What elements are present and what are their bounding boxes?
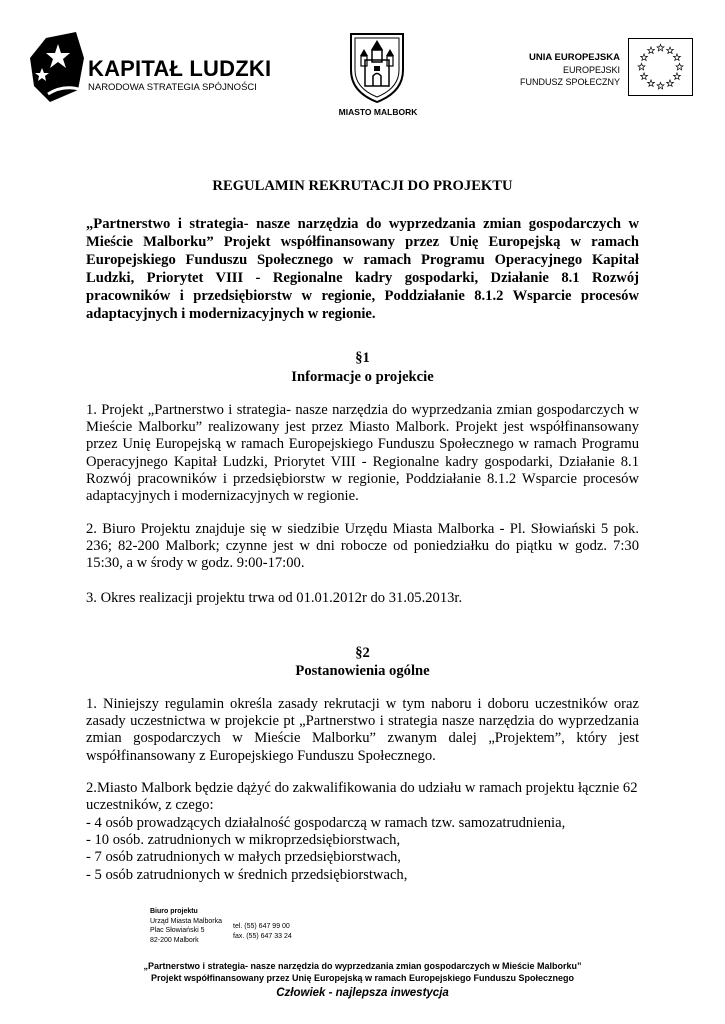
kapital-ludzki-subtitle: NARODOWA STRATEGIA SPÓJNOŚCI: [88, 82, 257, 93]
footer-office-address: [150, 907, 222, 945]
eu-line3: FUNDUSZ SPOŁECZNY: [519, 77, 620, 87]
list-item: - 10 osób. zatrudnionych w mikroprzedsiębiorstwach,: [86, 832, 401, 849]
participants-list: [86, 815, 639, 884]
office-line: Plac Słowiański 5: [150, 927, 205, 934]
list-item: - 7 osób zatrudnionych w małych przedsiębiorstwach,: [86, 849, 401, 866]
section-2-paragraph-1: 1. Niniejszy regulamin określa zasady rekrutacji w tym naboru i doboru uczestników oraz zasady uczestnictwa w projekcie pt „Partnerstwo i strategia nasze narzędzia do wyprzedzania zmian gospodarczych w Mieście Malborku” zwanym dalej „Projektem”, który jest współfinansowany z Europejskiego Funduszu Społecznego.: [86, 696, 639, 764]
city-label: MIASTO MALBORK: [338, 107, 418, 117]
kapital-ludzki-title: KAPITAŁ LUDZKI: [88, 56, 272, 81]
eu-line2: EUROPEJSKI: [562, 65, 620, 75]
section-1-heading: Informacje o projekcie: [291, 369, 434, 385]
section-1-paragraph-2: 2. Biuro Projektu znajduje się w siedzibie Urzędu Miasta Malborka - Pl. Słowiański 5 pok. 236; 82-200 Malbork; czynne jest w dni robocze od poniedziałku do piątku w godz. 7:30 15:30, a w środy w godz. 9:00-17:00.: [86, 521, 639, 572]
eu-flag-icon: [628, 38, 693, 96]
section-2-heading: Postanowienia ogólne: [295, 663, 430, 679]
project-intro: „Partnerstwo i strategia- nasze narzędzia do wyprzedzania zmian gospodarczych w Mieście Malborku” Projekt współfinansowany przez Unię Europejską w ramach Europejskiego Funduszu Społecznego w ramach Programu Operacyjnego Kapitał Ludzki, Priorytet VIII - Regionalne kadry gospodarki, Działanie 8.1 Rozwój pracowników i przedsiębiorstw w regionie, Poddziałanie 8.1.2 Wsparcie procesów adaptacyjnych i modernizacyjnych w regionie.: [86, 216, 639, 322]
footer-project-line-2: Projekt współfinansowany przez Unię Europejską w ramach Europejskiego Funduszu Społecznego: [150, 973, 575, 983]
section-2-paragraph-2: 2.Miasto Malbork będzie dążyć do zakwalifikowania do udziału w ramach projektu łącznie 62 uczestników, z czego:: [86, 780, 638, 814]
eu-flag: [628, 38, 693, 96]
document-title: REGULAMIN REKRUTACJI DO PROJEKTU: [212, 178, 513, 194]
office-title: Biuro projektu: [150, 908, 198, 915]
footer-project-line-1: „Partnerstwo i strategia- nasze narzędzia do wyprzedzania zmian gospodarczych w Mieście Malborku”: [143, 961, 582, 971]
list-item: - 4 osób prowadzących działalność gospodarczą w ramach tzw. samozatrudnienia,: [86, 815, 566, 831]
section-2-symbol: §2: [355, 645, 370, 661]
footer-slogan: Człowiek - najlepsza inwestycja: [276, 987, 449, 999]
eu-title: UNIA EUROPEJSKA: [529, 52, 620, 63]
footer-project-info: [60, 960, 665, 984]
eu-logo-text: [500, 52, 620, 88]
section-1-paragraph-1: 1. Projekt „Partnerstwo i strategia- nasze narzędzia do wyprzedzania zmian gospodarczych w Mieście Malborku” realizowany jest przez Miasto Malbork. Projekt jest współfinansowany przez Unię Europejską w ramach Europejskiego Funduszu Społecznego w ramach Programu Operacyjnego Kapitał Ludzki, Priorytet VIII - Regionalne kadry gospodarki, Działanie 8.1 Rozwój pracowników i przedsiębiorstw w regionie, Poddziałanie 8.1.2 Wsparcie procesów adaptacyjnych i modernizacyjnych w regionie.: [86, 402, 639, 505]
kapital-ludzki-emblem-icon: [28, 28, 88, 108]
list-item: - 5 osób zatrudnionych w średnich przedsiębiorstwach,: [86, 866, 408, 883]
section-1-symbol: §1: [355, 350, 370, 366]
footer-contact: [233, 922, 292, 941]
office-line: Urząd Miasta Malborka: [150, 917, 222, 925]
office-phone: tel. (55) 647 99 00: [233, 923, 290, 930]
malbork-crest: [347, 30, 407, 104]
office-line: 82-200 Malbork: [150, 936, 199, 944]
office-fax: fax. (55) 647 33 24: [233, 932, 292, 940]
malbork-coat-of-arms-icon: [347, 30, 407, 104]
section-1-paragraph-3: 3. Okres realizacji projektu trwa od 01.01.2012r do 31.05.2013r.: [86, 590, 463, 606]
